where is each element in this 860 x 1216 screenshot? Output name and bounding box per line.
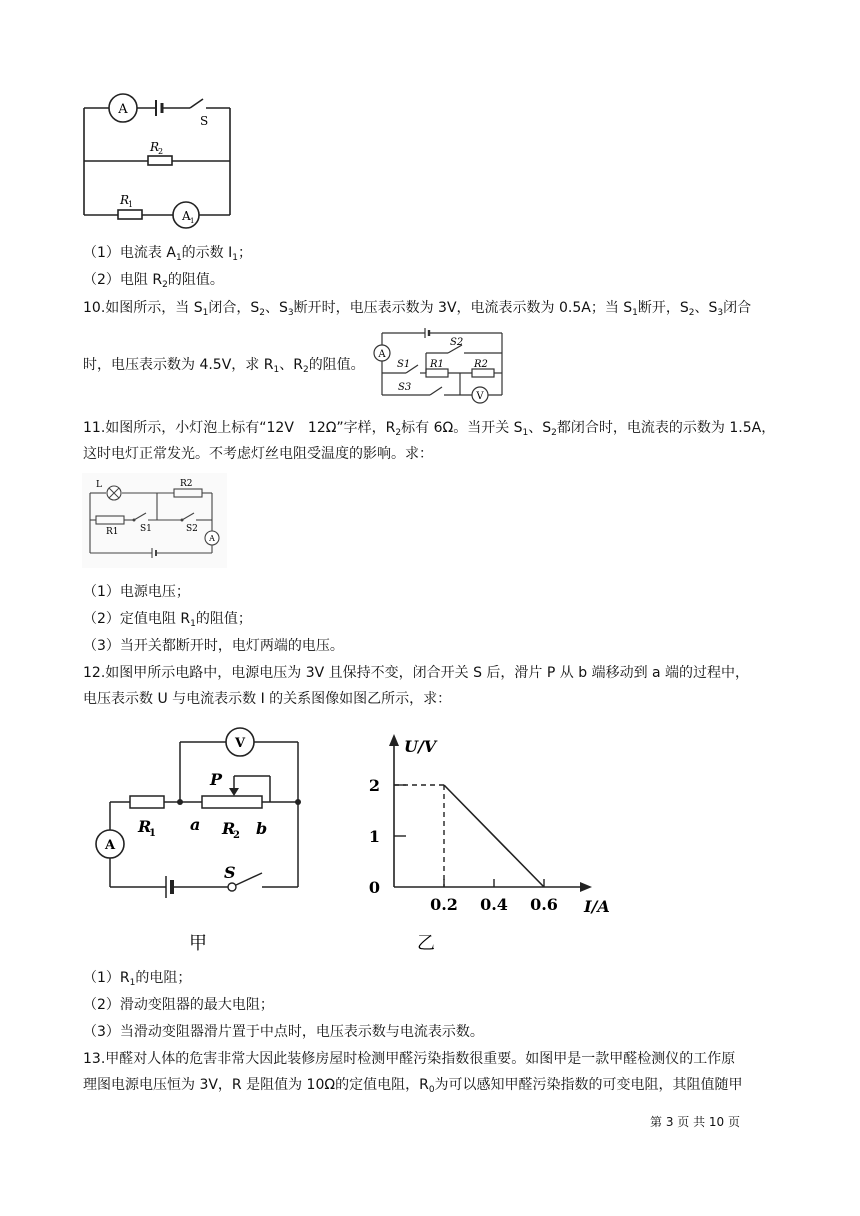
- q9-circuit-diagram: [78, 90, 238, 235]
- voltmeter-label: V: [476, 391, 484, 402]
- figure-jia-caption: 甲: [189, 933, 207, 954]
- q13-text-line2: 理图电源电压恒为 3V，R 是阻值为 10Ω的定值电阻，$R_0$为可以感知甲醛污染指数的可变电阻，其阻值随甲: [83, 1077, 743, 1095]
- end-b-label: b: [256, 819, 268, 838]
- ammeter-label: A: [104, 838, 116, 853]
- r1-sub: 1: [128, 200, 134, 209]
- switch-s-label: S: [224, 863, 236, 882]
- switch-label: S: [200, 114, 209, 128]
- q11-part2: （2）定值电阻 $R_1$的阻值；: [83, 611, 252, 629]
- r1-sub: 1: [149, 828, 156, 839]
- q12-part1: $(1)R_1$的电阻；: [83, 970, 192, 988]
- x-tick-label: 0.2: [430, 895, 458, 914]
- figure-yi-caption: 乙: [417, 933, 435, 954]
- q12-circuit-diagram: [90, 722, 315, 957]
- s3-label: S3: [398, 382, 412, 393]
- series-line: [444, 785, 544, 887]
- q9-part1: （1）电流表 $A_1$的示数 $I_1$；: [83, 245, 252, 263]
- q10-text-line1: 10.如图所示，当 $S_1$闭合，$S_2$、$S_3$断开时，电压表示数为 3V，电流表示数为 0.5A；当 $S_1$断开，$S_2$、$S_3$闭合: [83, 300, 752, 318]
- x-tick-label: 0.6: [530, 895, 558, 914]
- s2-label: S2: [186, 524, 198, 534]
- slider-p-label: P: [210, 770, 223, 789]
- ammeter1-sub: 1: [190, 217, 195, 225]
- r1-label: R: [120, 193, 130, 207]
- y-tick-label: 0: [368, 878, 380, 897]
- x-tick-label: 0.4: [480, 895, 508, 914]
- ammeter-label: A: [118, 102, 128, 117]
- q10-text-line2: 时，电压表示数为 4.5V，求 $R_1$、$R_2$的阻值。: [83, 357, 365, 375]
- q12-text-line1: 12.如图甲所示电路中，电源电压为 3V 且保持不变，闭合开关 S 后，滑片 P 从 b 端移动到 a 端的过程中，: [83, 665, 750, 681]
- q13-text-line1: 13.甲醛对人体的危害非常大因此装修房屋时检测甲醛污染指数很重要。如图甲是一款甲醛检测仪的工作原: [83, 1051, 736, 1067]
- lamp-label: L: [96, 480, 102, 490]
- end-a-label: a: [190, 815, 201, 834]
- q10-circuit-diagram: [370, 323, 510, 409]
- r1-label: R1: [106, 527, 119, 537]
- q11-text-line1: 11.如图所示，小灯泡上标有“12V 12Ω”字样，$R_2$标有 6Ω。当开关 $S_1$、$S_2$都闭合时，电流表的示数为 1.5A，: [83, 420, 776, 438]
- r1-label: R1: [430, 359, 444, 370]
- q12-ui-graph: [360, 722, 620, 957]
- s1-label: S1: [140, 524, 152, 534]
- q12-part3: （3）当滑动变阻器滑片置于中点时，电压表示数与电流表示数。: [83, 1024, 484, 1040]
- r2-sub: 2: [233, 830, 240, 841]
- r2-sub: 2: [158, 147, 164, 156]
- page-footer: 第 3 页 共 10 页: [650, 1115, 740, 1129]
- voltmeter-label: V: [234, 736, 246, 751]
- r2-label: R2: [474, 359, 488, 370]
- ammeter-label: A: [209, 534, 215, 543]
- q9-part2: （2）电阻 $R_2$的阻值。: [83, 272, 224, 290]
- q11-part1: （1）电源电压；: [83, 584, 190, 600]
- q11-part3: （3）当开关都断开时，电灯两端的电压。: [83, 638, 344, 654]
- ammeter-label: A: [378, 349, 386, 360]
- q11-circuit-diagram: [82, 473, 227, 568]
- ammeter1-label: A: [182, 209, 191, 223]
- y-tick-label: 1: [368, 827, 380, 846]
- q12-part2: （2）滑动变阻器的最大电阻；: [83, 997, 274, 1013]
- q11-text-line2: 这时电灯正常发光。不考虑灯丝电阻受温度的影响。求：: [83, 446, 433, 462]
- q12-text-line2: 电压表示数 U 与电流表示数 I 的关系图像如图乙所示，求：: [83, 691, 452, 707]
- s2-label: S2: [450, 337, 464, 348]
- s1-label: S1: [397, 359, 411, 370]
- r2-label: R: [150, 140, 160, 154]
- y-axis-label: U/V: [404, 737, 437, 756]
- r2-label: R2: [180, 479, 193, 489]
- r1-label: R: [138, 817, 152, 836]
- x-axis-label: I/A: [584, 897, 610, 916]
- y-tick-label: 2: [368, 776, 380, 795]
- r2-label: R: [222, 819, 236, 838]
